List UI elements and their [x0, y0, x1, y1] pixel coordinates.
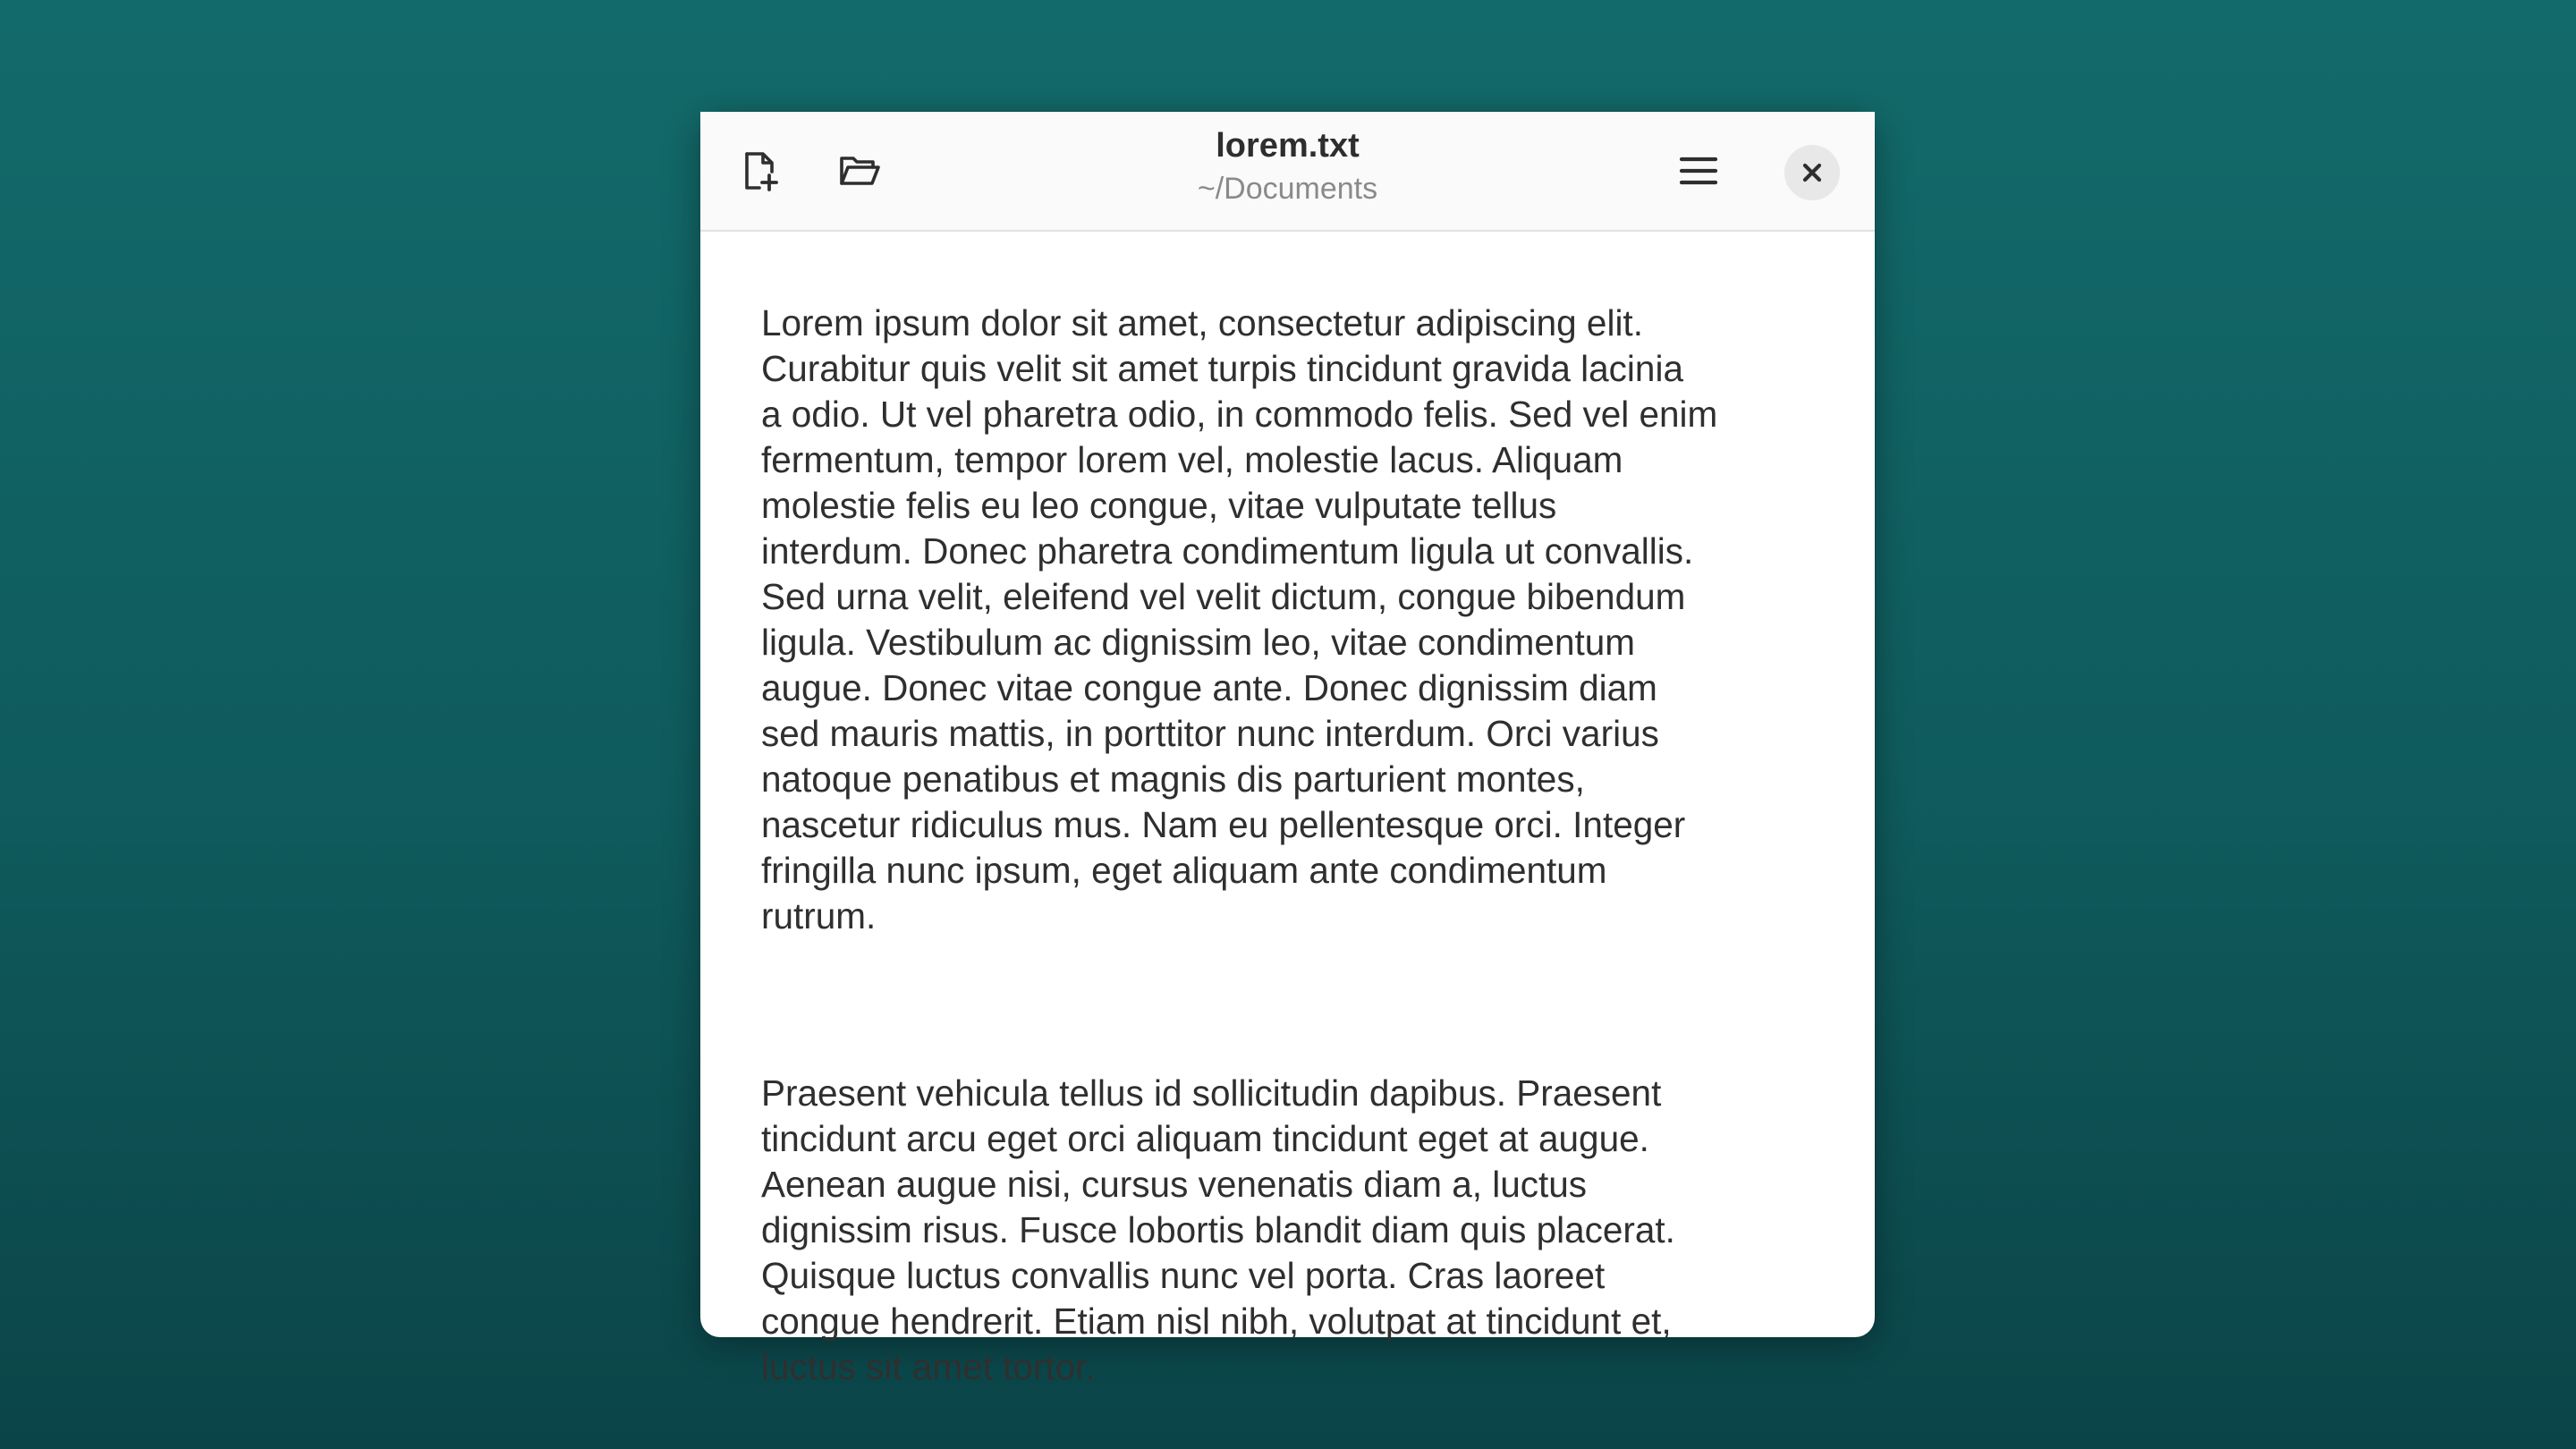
new-document-button[interactable] [727, 139, 792, 203]
window-subtitle: ~/Documents [1197, 172, 1378, 206]
new-document-icon [738, 149, 781, 192]
close-icon [1801, 161, 1824, 184]
open-folder-icon [837, 151, 882, 191]
window-title: lorem.txt [1216, 127, 1360, 165]
close-button[interactable] [1784, 145, 1840, 200]
open-file-button[interactable] [827, 139, 892, 203]
text-editor-window [700, 112, 1875, 1387]
main-menu-button[interactable] [1666, 139, 1731, 203]
hamburger-menu-icon [1679, 153, 1718, 189]
paragraph: Lorem ipsum dolor sit amet, consectetur adipiscing elit. Curabitur quis velit sit amet turpis tincidunt gravida lacinia a odio. Ut vel pharetra odio, in commodo felis. Sed vel enim fermentum, tempor lorem vel, molestie lacus. Aliquam molestie felis eu leo congue, vitae vulputate tellus interdum. Donec pharetra condimentum ligula ut convallis. Sed urna velit, eleifend vel velit dictum, congue bibendum ligula. Vestibulum ac dignissim leo, vitae condimentum augue. Donec vitae congue ante. Donec dignissim diam sed mauris mattis, in porttitor nunc interdum. Orci varius natoque penatibus et magnis dis parturient montes, nascetur ridiculus mus. Nam eu pellentesque orci. Integer fringilla nunc ipsum, eget aliquam ante condimentum rutrum. [761, 302, 1718, 936]
text-editor-area[interactable] [761, 255, 1835, 1436]
window-title-area [969, 124, 1606, 208]
header-bar [700, 112, 1875, 232]
paragraph: Praesent vehicula tellus id sollicitudin dapibus. Praesent tincidunt arcu eget orci aliquam tincidunt eget at augue. Aenean augue nisi, cursus venenatis diam a, luctus dignissim risus. Fusce lobortis blandit diam quis placerat. Quisque luctus convallis nunc vel porta. Cras laoreet congue hendrerit. Etiam nisl nibh, volutpat at tincidunt et, luctus sit amet tortor. [761, 1072, 1675, 1387]
